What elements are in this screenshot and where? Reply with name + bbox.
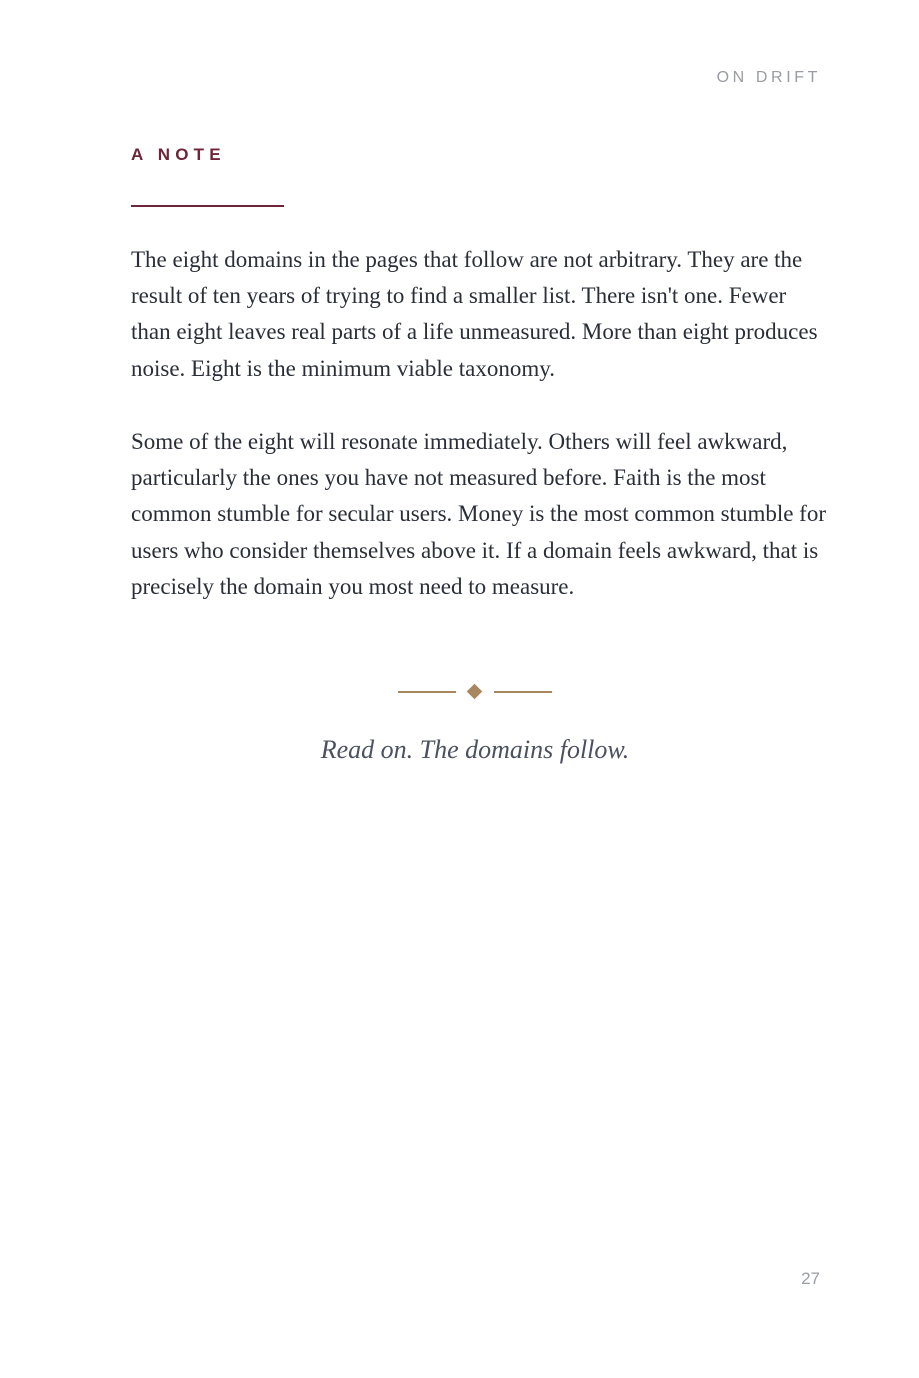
section-divider bbox=[398, 684, 552, 700]
page-number: 27 bbox=[801, 1269, 820, 1288]
running-header: ON DRIFT bbox=[716, 69, 821, 86]
divider-line-right bbox=[494, 691, 552, 693]
diamond-icon bbox=[467, 684, 483, 700]
section-label: A NOTE bbox=[131, 145, 226, 164]
closing-line: Read on. The domains follow. bbox=[320, 735, 630, 764]
body-paragraph-1: The eight domains in the pages that follow are not arbitrary. They are the result of ten years of trying to find a smaller list. There isn't one. Fewer than eight leaves real parts of a life unmeasured. More than eight produces noise. Eight is the minimum viable taxonomy. bbox=[131, 247, 818, 381]
section-label-rule bbox=[131, 205, 284, 207]
divider-line-left bbox=[398, 691, 456, 693]
body-paragraph-2: Some of the eight will resonate immediately. Others will feel awkward, particularly the ones you have not measured before. Faith is the most common stumble for secular users. Money is the most common stumble for users who consider themselves above it. If a domain feels awkward, that is precisely the domain you most need to measure. bbox=[131, 429, 826, 599]
